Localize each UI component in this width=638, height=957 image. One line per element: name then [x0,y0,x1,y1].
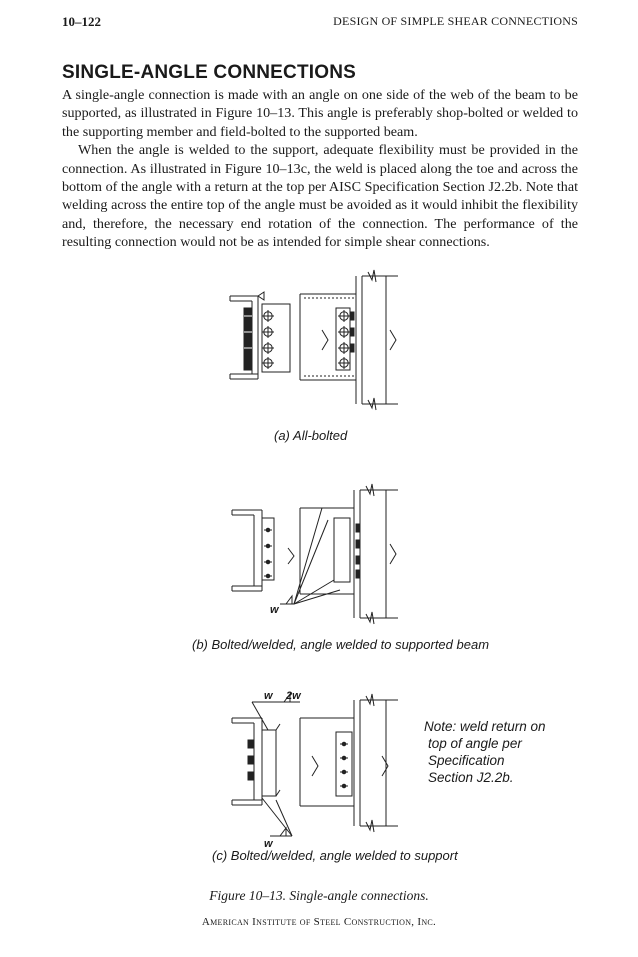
panel-c-elevation [252,694,398,836]
figure-note [424,718,584,786]
panel-a-angle-left [244,304,290,372]
note-line-4: Section J2.2b. [428,770,514,785]
panel-c-weld-symbol-bottom: w [264,838,273,850]
note-line-2: top of angle per [428,736,522,751]
panel-b-label: (b) Bolted/welded, angle welded to supported beam [192,637,490,652]
note-line-1: Note: weld return on [424,719,546,734]
page-number: 10–122 [62,14,101,29]
panel-b-beam-section [232,510,274,591]
panel-a-elevation [300,270,398,410]
panel-c-drawing [232,694,398,836]
note-line-3: Specification [428,753,505,768]
panel-c-beam-section [232,718,280,805]
panel-a-label: (a) All-bolted [274,428,348,443]
panel-b-drawing [232,484,398,624]
panel-a-drawing [230,270,398,410]
publisher-footer: American Institute of Steel Construction, Inc. [201,916,437,928]
panel-b-elevation [280,484,398,624]
running-title: DESIGN OF SIMPLE SHEAR CONNECTIONS [333,14,578,28]
panel-c-label: (c) Bolted/welded, angle welded to support [212,848,458,863]
panel-b-weld-symbol: w [270,604,279,616]
paragraph-2: When the angle is welded to the support, adequate flexibility must be provided in the connection. As illustrated in Figure 10–13c, the weld is placed along the toe and across the bottom of the angle with a return at the top per AISC Specification Section J2.2b. Note that welding across the entire top of the angle must be avoided as it would inhibit the flexibility and, therefore, the necessary end rotation of the connection. The performance of the resulting connection would not be as intended for simple shear connections. [62,142,578,251]
panel-c-weld-symbol-top: w [264,690,273,702]
paragraph-1: A single-angle connection is made with an angle on one side of the web of the beam to be supported, as illustrated in Figure 10–13. This angle is preferably shop-bolted or welded to the supporting member and field-bolted to the supported beam. [62,87,578,140]
section-heading: SINGLE-ANGLE CONNECTIONS [62,62,357,83]
panel-c-weld-symbol-return: 2w [286,690,301,702]
figure-caption: Figure 10–13. Single-angle connections. [209,888,429,903]
